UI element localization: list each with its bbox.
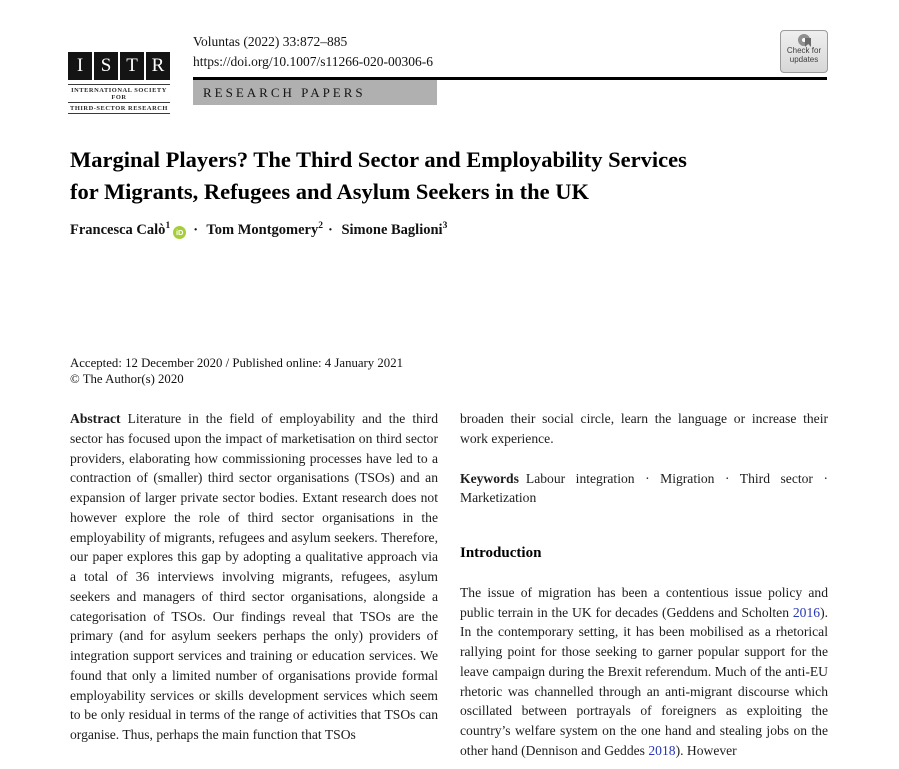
logo-letter-box: R [146,52,170,80]
crossmark-icon [798,34,810,46]
section-banner: RESEARCH PAPERS [193,80,437,105]
paragraph-text: The issue of migration has been a contentious issue policy and public terrain in the UK for decades (Geddens and Scholten [460,584,828,620]
author-separator: · [193,222,199,238]
keywords-text: Labour integration · Migration · Third sector · Marketization [460,470,828,506]
accepted-published-line: Accepted: 12 December 2020 / Published online: 4 January 2021 [70,356,403,370]
introduction-heading: Introduction [460,545,542,561]
author-name: Francesca Calò [70,222,166,238]
citation-link[interactable]: 2018 [648,742,676,758]
introduction-paragraph [460,583,828,761]
journal-meta [193,32,433,72]
logo-letter-box: I [68,52,92,80]
doi-link[interactable]: https://doi.org/10.1007/s11266-020-00306-6 [193,54,434,69]
title-line2: for Migrants, Refugees and Asylum Seekers in the UK [70,179,589,204]
right-column [460,409,828,761]
logo-subtitle-line1: INTERNATIONAL SOCIETY FOR [68,84,170,103]
author-name: Simone Baglioni [341,222,443,238]
keywords-label: Keywords [460,470,519,486]
left-column [70,409,438,761]
abstract-label: Abstract [70,411,121,426]
citation-link[interactable]: 2016 [792,604,821,620]
author-affiliation-sup: 1 [165,221,171,232]
check-for-updates-badge[interactable] [780,30,828,73]
orcid-icon[interactable]: iD [173,226,186,239]
istr-logo-letters [68,52,172,80]
logo-letter-box: T [120,52,144,80]
istr-logo [68,52,172,114]
istr-logo-subtitle [68,84,170,114]
copyright-line: © The Author(s) 2020 [70,371,184,386]
logo-subtitle-line2: THIRD-SECTOR RESEARCH [68,103,170,114]
author-line [70,222,447,239]
author-name: Tom Montgomery [206,222,319,238]
page-title [70,144,840,208]
publication-dates [70,356,403,387]
paragraph-text: ). However [675,742,737,758]
abstract-paragraph [70,409,438,745]
author-affiliation-sup: 2 [318,221,323,232]
paragraph-text: ). In the contemporary setting, it has been mobilised as a rhetorical rallying point for those seeking to garner popular support for the leave campaign during the Brexit referendum. Much of the anti-EU rhetoric was channelled through an anti-migrant discourse which oscillated between portrayals of foreigners as exploiting the country’s welfare system on the one hand and stealing jobs on the other hand (Dennison and Geddes [460,604,828,758]
keywords-paragraph [460,469,828,509]
body-columns [70,409,828,761]
title-line1: Marginal Players? The Third Sector and Employability Services [70,147,687,172]
abstract-continuation: broaden their social circle, learn the language or increase their work experience. [460,411,828,446]
logo-letter-box: S [94,52,118,80]
author-separator: · [327,222,333,238]
author-affiliation-sup: 3 [442,221,448,232]
journal-citation: Voluntas (2022) 33:872–885 [193,34,348,49]
abstract-text: Literature in the field of employability and the third sector has focused upon the impact of marketisation on third sector providers, elaborating how commissioning processes have led to a contraction of (smaller) third sector organisations (TSOs) and an expansion of larger private sector bodies. Extant research does not however explore the role of third sector organisations in the employability of migrants, refugees and asylum seekers. Therefore, our paper explores this gap by adopting a qualitative approach via a total of 36 interviews involving migrants, refugees, asylum seekers and managers of third sector organisations, alongside a categorisation of TSOs. Our findings reveal that TSOs are the primary (and for asylum seekers perhaps the only) providers of integration support services and training or education services. We found that only a limited number of organisations provide formal employability services or skills development services which seem to be only residual in terms of the range of activities that TSOs can organise. Thus, perhaps the main function that TSOs [70,411,438,742]
check-updates-label-line2: updates [789,54,819,64]
check-updates-label-line1: Check for [786,46,822,55]
